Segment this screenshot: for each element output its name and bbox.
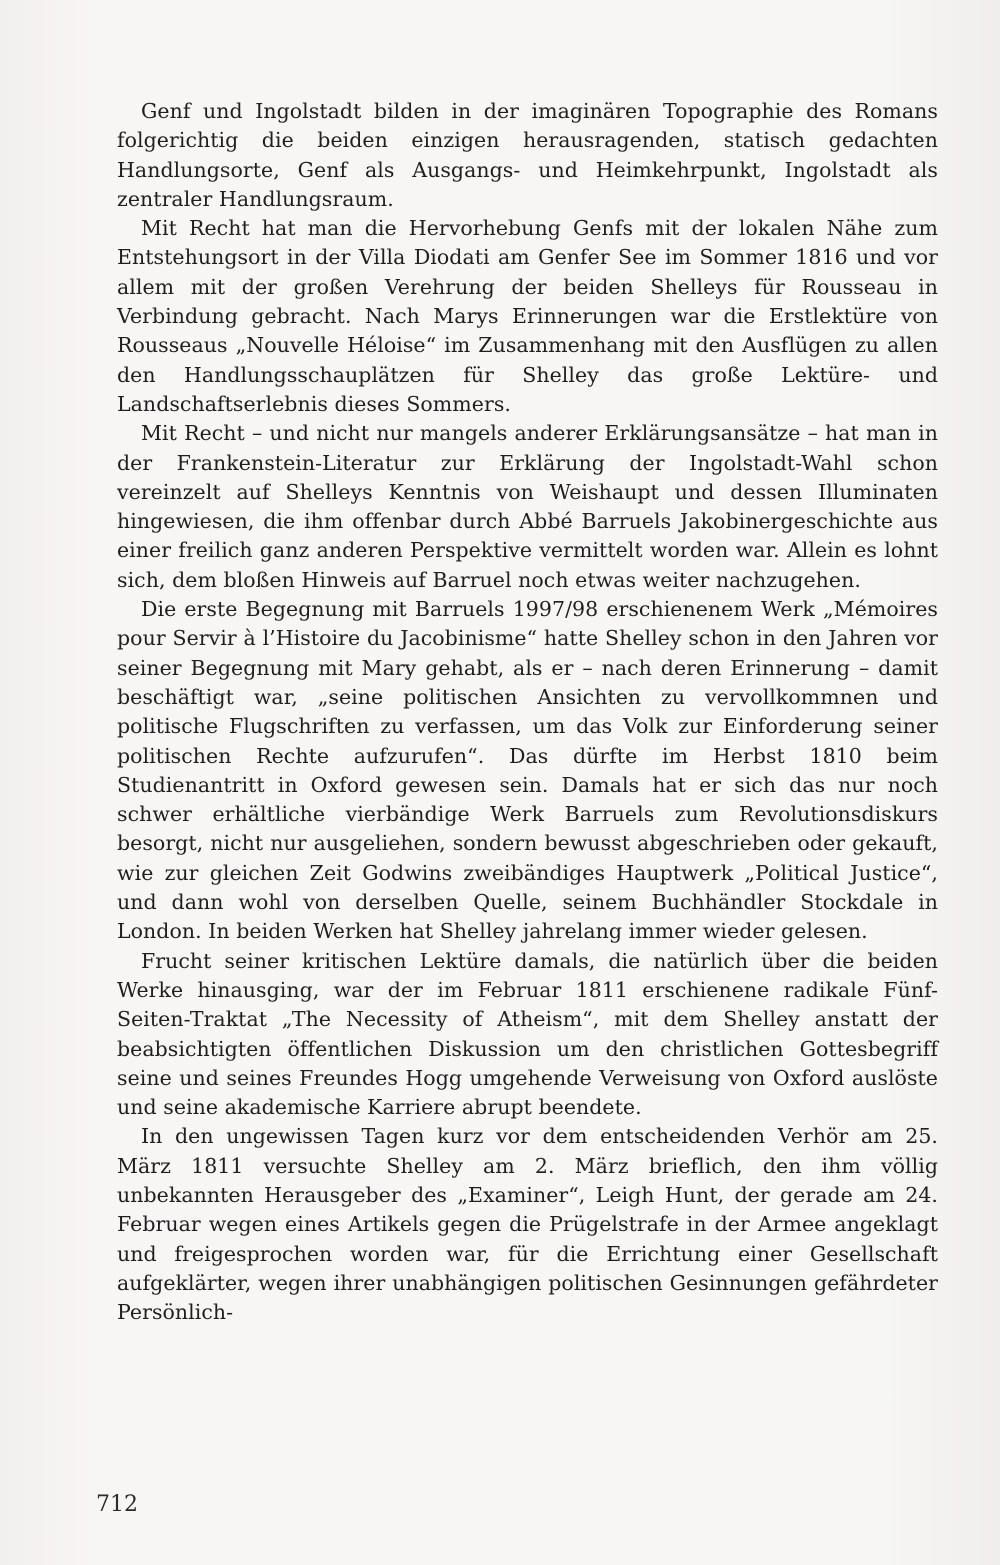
paragraph-3: Mit Recht – und nicht nur mangels anderer Erklärungsansätze – hat man in der Frankenstein-Literatur zur Erklärung der Ingolstadt-Wahl schon vereinzelt auf Shelleys Kenntnis von Weishaupt und dessen Illuminaten hingewiesen, die ihm offenbar durch Abbé Barruels Jakobinergeschichte aus einer freilich ganz anderen Perspektive vermittelt worden war. Allein es lohnt sich, dem bloßen Hinweis auf Barruel noch etwas weiter nachzugehen.: [117, 421, 938, 592]
paragraph-5: Frucht seiner kritischen Lektüre damals, die natürlich über die beiden Werke hinausging, war der im Februar 1811 erschienene radikale Fünf-Seiten-Traktat „The Necessity of Atheism“, mit dem Shelley anstatt der beabsichtigten öffentlichen Diskussion um den christlichen Gottesbegriff seine und seines Freundes Hogg umgehende Verweisung von Oxford auslöste und seine akademische Karriere abrupt beendete.: [117, 948, 938, 1120]
paragraph-6: In den ungewissen Tagen kurz vor dem entscheidenden Verhör am 25. März 1811 versuchte Shelley am 2. März brieflich, den ihm völlig unbekannten Herausgeber des „Examiner“, Leigh Hunt, der gerade am 24. Februar wegen eines Artikels gegen die Prügelstrafe in der Armee angeklagt und freigesprochen worden war, für die Errichtung einer Gesellschaft aufgeklärter, wegen ihrer unabhängigen politischen Gesinnungen gefährdeter Persönlich-: [117, 1124, 938, 1325]
page-number: 712: [96, 1492, 138, 1517]
paragraph-4: Die erste Begegnung mit Barruels 1997/98 erschienenem Werk „Mémoires pour Servir à l’Histoire du Jacobinisme“ hatte Shelley schon in den Jahren vor seiner Begegnung mit Mary gehabt, als er – nach deren Erinnerung – damit beschäftigt war, „seine politischen Ansichten zu vervollkommnen und politische Flugschriften zu verfassen, um das Volk zur Einforderung seiner politischen Rechte aufzurufen“. Das dürfte im Herbst 1810 beim Studienantritt in Oxford gewesen sein. Damals hat er sich das nur noch schwer erhältliche vierbändige Werk Barruels zum Revolutionsdiskurs besorgt, nicht nur ausgeliehen, sondern bewusst abgeschrieben oder gekauft, wie zur gleichen Zeit Godwins zweibändiges Hauptwerk „Political Justice“, und dann wohl von derselben Quelle, seinem Buchhändler Stockdale in London. In beiden Werken hat Shelley jahrelang immer wieder gelesen.: [117, 597, 938, 944]
paragraph-2: Mit Recht hat man die Hervorhebung Genfs mit der lokalen Nähe zum Entstehungsort in der Villa Diodati am Genfer See im Sommer 1816 und vor allem mit der großen Verehrung der beiden Shelleys für Rousseau in Verbindung gebracht. Nach Marys Erinnerungen war die Erstlektüre von Rousseaus „Nouvelle Héloise“ im Zusammenhang mit den Ausflügen zu allen den Handlungsschauplätzen für Shelley das große Lektüre- und Landschaftserlebnis dieses Sommers.: [117, 216, 938, 416]
body-text: [117, 97, 938, 1327]
paragraph-1: Genf und Ingolstadt bilden in der imaginären Topographie des Romans folgerichtig die beiden einzigen herausragenden, statisch gedachten Handlungsorte, Genf als Ausgangs- und Heimkehrpunkt, Ingolstadt als zentraler Handlungsraum.: [117, 99, 938, 211]
